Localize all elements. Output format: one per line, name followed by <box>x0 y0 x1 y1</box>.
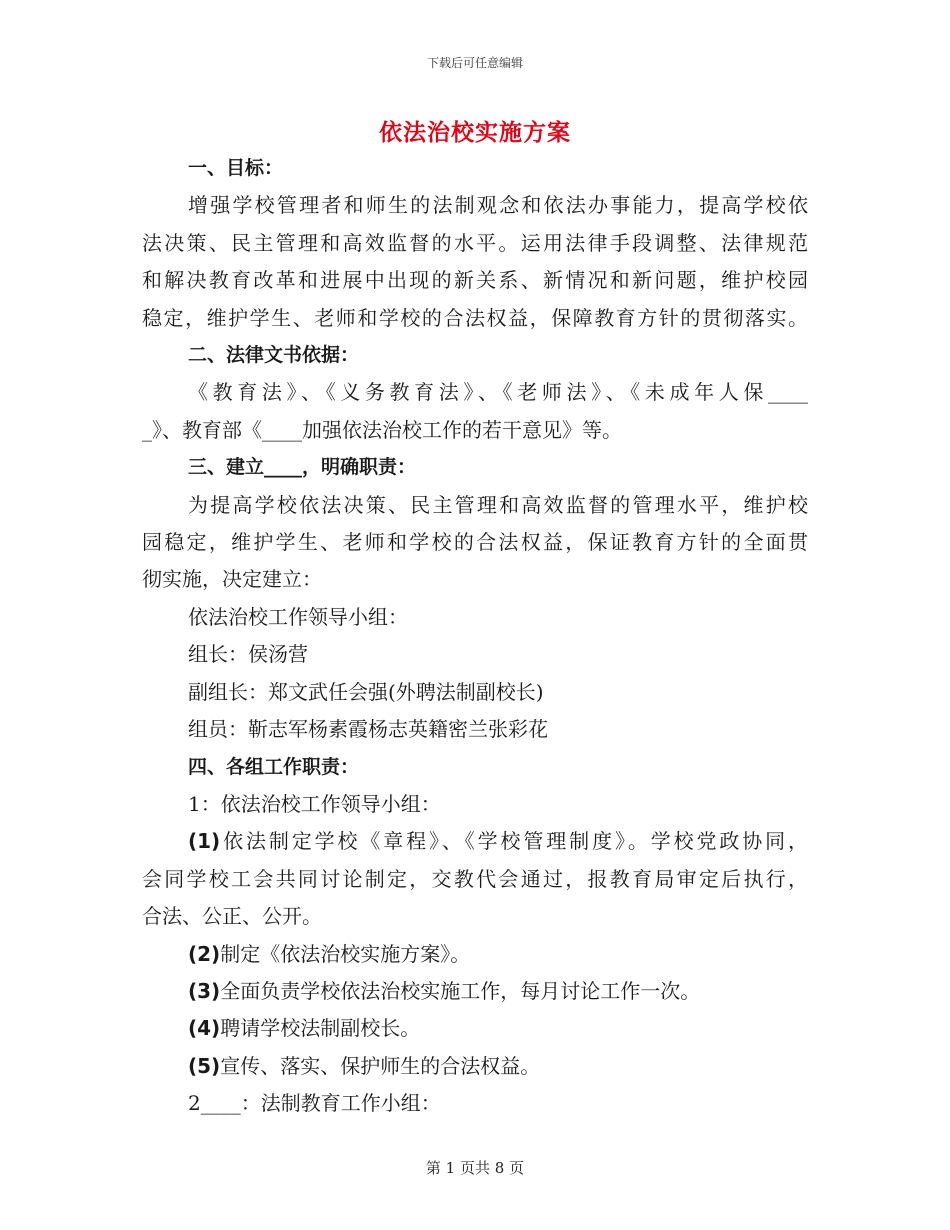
item-text: 宣传、落实、保护师生的合法权益。 <box>220 1053 541 1078</box>
item-text: 制定《依法治校实施方案》。 <box>220 941 471 966</box>
list-item <box>142 936 808 973</box>
section-heading-organization: 三、建立____，明确职责： <box>188 456 417 479</box>
paragraph-line: 和解决教育改革和进展中出现的新关系、新情况和新问题，维护校园 <box>142 268 808 293</box>
paragraph-line: 《教育法》、《义务教育法》、《老师法》、《未成年人保____ <box>188 380 808 405</box>
list-item <box>142 1010 808 1047</box>
item-number: (2) <box>188 941 221 966</box>
group-leader: 组长：侯汤营 <box>188 642 308 667</box>
group-name: 依法治校工作领导小组： <box>188 604 408 629</box>
header-note: 下载后可任意编辑 <box>426 56 523 70</box>
item-number: (4) <box>188 1016 221 1041</box>
group-members: 组员：靳志军杨素霞杨志英籍密兰张彩花 <box>188 717 548 742</box>
paragraph-line: 法决策、民主管理和高效监督的水平。运用法律手段调整、法律规范 <box>142 230 808 255</box>
list-item <box>142 973 808 1010</box>
paragraph-line: 会同学校工会共同讨论制定，交教代会通过，报教育局审定后执行， <box>142 866 808 891</box>
page-footer: 第 1 页共 8 页 <box>425 1159 525 1177</box>
paragraph-line: 为提高学校依法决策、民主管理和高效监督的管理水平，维护校 <box>188 492 808 517</box>
item-number: (5) <box>188 1053 221 1078</box>
document-body <box>142 150 808 1123</box>
paragraph-line: 增强学校管理者和师生的法制观念和依法办事能力，提高学校依 <box>188 193 808 218</box>
list-item <box>142 823 808 860</box>
item-number: (3) <box>188 978 221 1003</box>
document-title: 依法治校实施方案 <box>379 119 571 146</box>
section-heading-goals: 一、目标： <box>188 157 284 179</box>
paragraph-line: 园稳定，维护学生、老师和学校的合法权益，保证教育方针的全面贯 <box>142 530 808 555</box>
subsection-title: 1：依法治校工作领导小组： <box>188 791 441 816</box>
item-text: 全面负责学校依法治校实施工作，每月讨论工作一次。 <box>220 978 701 1003</box>
paragraph-line: 稳定，维护学生、老师和学校的合法权益，保障教育方针的贯彻落实。 <box>142 305 808 330</box>
section-heading-duties: 四、各组工作职责： <box>188 755 360 778</box>
paragraph-line: _》、教育部《____加强依法治校工作的若干意见》等。 <box>142 417 622 442</box>
subsection-title: 2____：法制教育工作小组： <box>188 1091 441 1116</box>
item-number: (1) <box>188 829 221 854</box>
item-text: 依法制定学校《章程》、《学校管理制度》。学校党政协同， <box>220 829 808 854</box>
group-deputy: 副组长：郑文武任会强(外聘法制副校长) <box>188 679 544 704</box>
paragraph-line: 合法、公正、公开。 <box>142 904 322 929</box>
item-text: 聘请学校法制副校长。 <box>220 1016 421 1041</box>
paragraph-line: 彻实施，决定建立： <box>142 567 322 592</box>
section-heading-legal-basis: 二、法律文书依据： <box>188 344 360 367</box>
list-item <box>142 1048 808 1085</box>
